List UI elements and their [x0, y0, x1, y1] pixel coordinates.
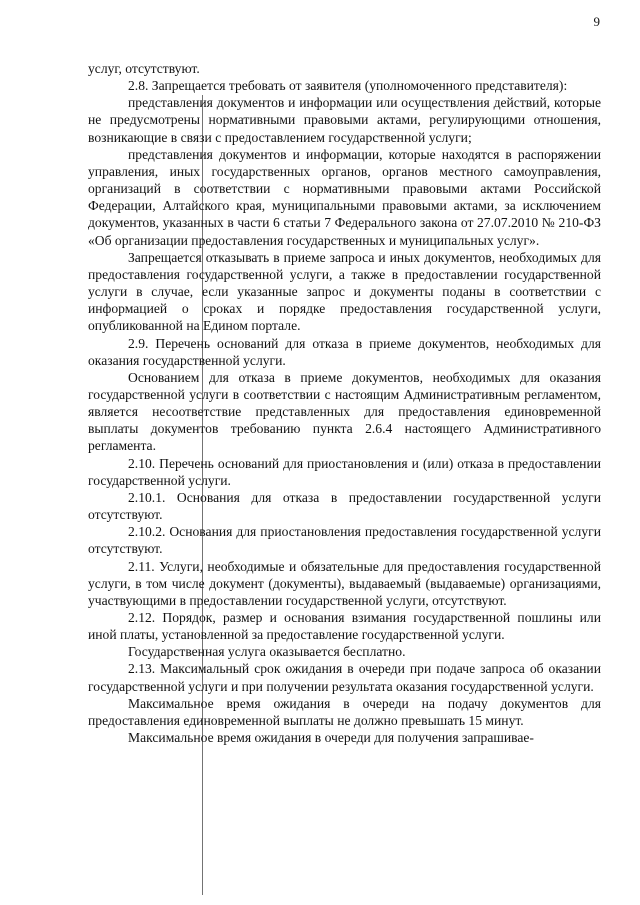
document-body	[88, 60, 601, 746]
paragraph: Основанием для отказа в приеме документов, необходимых для оказания государственной услуги в соответствии с настоящим Административным регламентом, является несоответствие представленных для предоставления единовременной выплаты документов требованию пункта 2.6.4 настоящего Административного регламента.	[88, 369, 601, 454]
paragraph: Максимальное время ожидания в очереди для получения запрашивае-	[128, 730, 534, 746]
paragraph: 2.8. Запрещается требовать от заявителя (уполномоченного представителя):	[128, 78, 568, 94]
paragraph: 2.10.1. Основания для отказа в предоставлении государственной услуги отсутствуют.	[88, 489, 601, 523]
paragraph: 2.11. Услуги, необходимые и обязательные для предоставления государственной услуги, в том числе документ (документы), выдаваемый (выдаваемые) организациями, участвующими в предоставлении государственной услуги, отсутствуют.	[88, 558, 601, 608]
paragraph: 2.12. Порядок, размер и основания взимания государственной пошлины или иной платы, установленной за предоставление государственной услуги.	[88, 610, 601, 643]
paragraph: услуг, отсутствуют.	[88, 61, 200, 76]
paragraph: 2.9. Перечень оснований для отказа в приеме документов, необходимых для оказания государственной услуги.	[88, 335, 601, 368]
paragraph: представления документов и информации, которые находятся в распоряжении управления, иных государственных органов, органов местного самоуправления, организаций в соответствии с нормативными правовыми актами Российской Федерации, Алтайского края, муниципальными правовыми актами, за исключением документов, указанных в части 6 статьи 7 Федерального закона от 27.07.2010 № 210-ФЗ «Об организации предоставления государственных и муниципальных услуг».	[88, 146, 601, 248]
paragraph: представления документов и информации или осуществления действий, которые не предусмотрены нормативными правовыми актами, регулирующими отношения, возникающие в связи с предоставлением государственной услуги;	[88, 95, 601, 145]
paragraph: Государственная услуга оказывается бесплатно.	[128, 644, 406, 660]
paragraph: 2.10. Перечень оснований для приостановления и (или) отказа в предоставлении государственной услуги.	[88, 455, 601, 488]
paragraph: Запрещается отказывать в приеме запроса и иных документов, необходимых для предоставления государственной услуги, а также в предоставлении государственной услуги в случае, если указанные запрос и документы поданы в соответствии с информацией о сроках и порядке предоставления государственной услуги, опубликованной на Едином портале.	[88, 249, 601, 334]
paragraph: 2.13. Максимальный срок ожидания в очереди при подаче запроса об оказании государственной услуги и при получении результата оказания государственной услуги.	[88, 661, 601, 694]
paragraph: 2.10.2. Основания для приостановления предоставления государственной услуги отсутствуют.	[88, 524, 601, 557]
page-number: 9	[593, 14, 600, 29]
paragraph: Максимальное время ожидания в очереди на подачу документов для предоставления единовременной выплаты не должно превышать 15 минут.	[88, 695, 601, 728]
